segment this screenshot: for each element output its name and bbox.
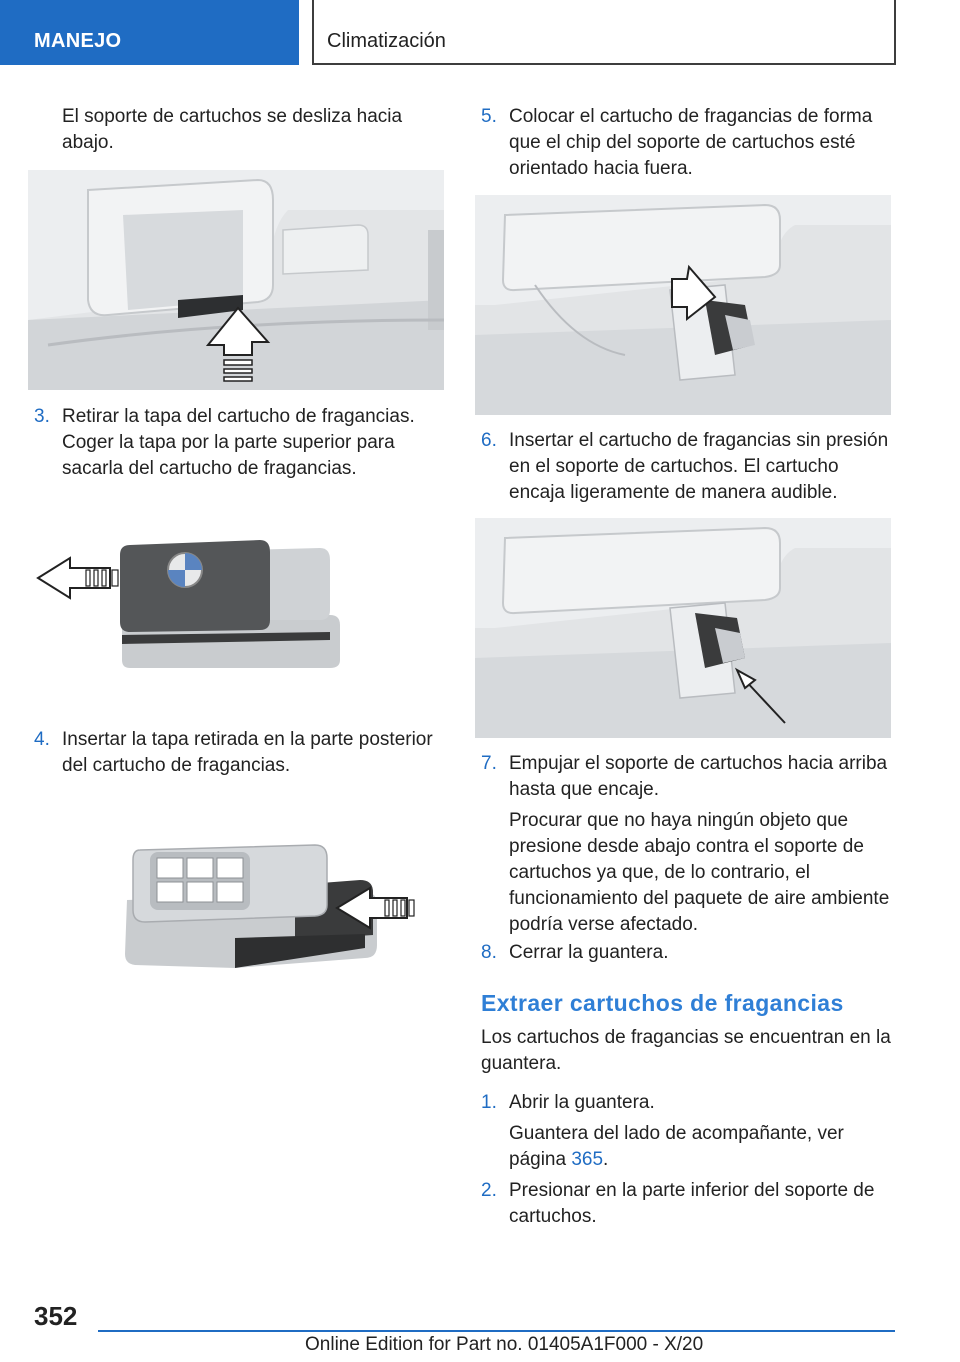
step-number: 8. xyxy=(481,942,497,963)
step-number: 6. xyxy=(481,430,497,451)
step-text: Insertar la tapa retirada en la parte posterior del cartucho de fragancias. xyxy=(62,729,433,776)
section-heading: Extraer cartuchos de fragancias xyxy=(481,990,844,1016)
note-text: . xyxy=(603,1149,609,1170)
step-text: Cerrar la guantera. xyxy=(509,942,669,963)
step-text: Empujar el soporte de cartuchos hacia arriba hasta que encaje. xyxy=(509,753,888,800)
page-number: 352 xyxy=(34,1301,78,1331)
figure-holder-slide-down xyxy=(28,170,444,390)
note-text: Guantera del lado de acompañante, ver página xyxy=(509,1123,844,1170)
step-text: Colocar el cartucho de fragancias de forma que el chip del soporte de cartuchos esté orientado hacia fuera. xyxy=(509,106,873,179)
step-number: 7. xyxy=(481,753,497,774)
step-note xyxy=(509,1121,893,1173)
step-number: 4. xyxy=(34,729,50,750)
figure-place-cartridge xyxy=(475,195,891,415)
page-link[interactable]: 365 xyxy=(571,1149,604,1170)
step-text: Abrir la guantera. xyxy=(509,1092,655,1113)
step-number: 2. xyxy=(481,1180,497,1201)
chapter-title: Climatización xyxy=(312,0,896,65)
figure-remove-cap xyxy=(30,520,380,680)
footer-rule xyxy=(98,1330,895,1332)
footer-edition: Online Edition for Part no. 01405A1F000 - X/20 xyxy=(305,1334,704,1355)
step-text: Retirar la tapa del cartucho de fragancias. Coger la tapa por la parte superior para sacarla del cartucho de fragancias. xyxy=(62,406,415,479)
intro-text: El soporte de cartuchos se desliza hacia abajo. xyxy=(62,106,403,153)
step-note: Procurar que no haya ningún objeto que presione desde abajo contra el soporte de cartuchos ya que, de lo contrario, el funcionamiento del paquete de aire ambiente podría verse afectado. xyxy=(509,810,890,935)
section-tab[interactable]: MANEJO xyxy=(0,0,299,65)
figure-insert-cartridge xyxy=(475,518,891,738)
step-number: 3. xyxy=(34,406,50,427)
figure-insert-cap-rear xyxy=(115,830,420,980)
step-number: 1. xyxy=(481,1092,497,1113)
heading-intro: Los cartuchos de fragancias se encuentran en la guantera. xyxy=(481,1027,891,1074)
step-text: Insertar el cartucho de fragancias sin presión en el soporte de cartuchos. El cartucho encaja ligeramente de manera audible. xyxy=(509,430,889,503)
step-text: Presionar en la parte inferior del soporte de cartuchos. xyxy=(509,1180,875,1227)
step-number: 5. xyxy=(481,106,497,127)
